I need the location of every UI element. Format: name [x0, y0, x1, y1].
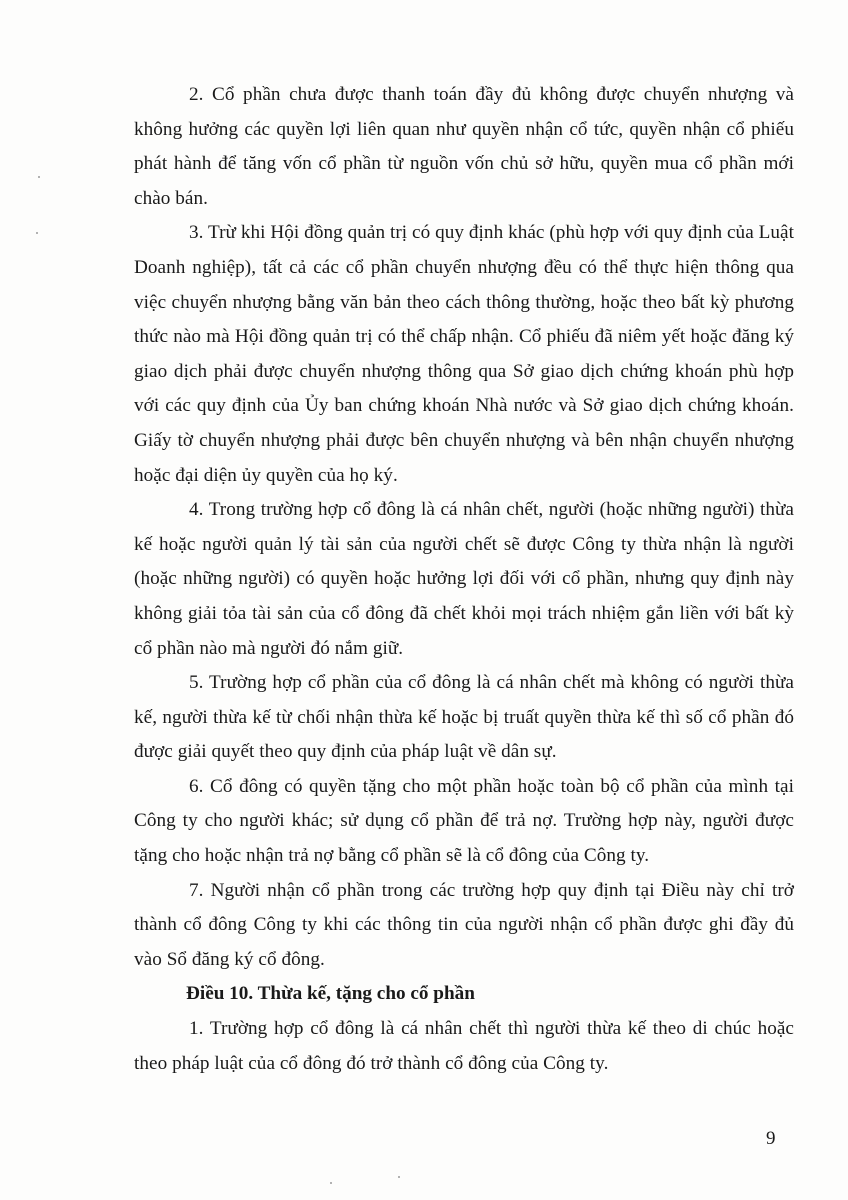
clause-7: 7. Người nhận cổ phần trong các trường hợp quy định tại Điều này chỉ trở thành cổ đông Công ty khi các thông tin của người nhận cổ phần được ghi đầy đủ vào Sổ đăng ký cổ đông.: [134, 879, 794, 970]
document-body: [134, 78, 794, 1081]
article-10-clause-1: 1. Trường hợp cổ đông là cá nhân chết thì người thừa kế theo di chúc hoặc theo pháp luật của cổ đông đó trở thành cổ đông của Công ty.: [134, 1018, 794, 1074]
clause-3: 3. Trừ khi Hội đồng quản trị có quy định khác (phù hợp với quy định của Luật Doanh nghiệp), tất cả các cổ phần chuyển nhượng đều có thể thực hiện thông qua việc chuyển nhượng bằng văn bản theo cách thông thường, hoặc theo bất kỳ phương thức nào mà Hội đồng quản trị có thể chấp nhận. Cổ phiếu đã niêm yết hoặc đăng ký giao dịch phải được chuyển nhượng thông qua Sở giao dịch chứng khoán phù hợp với các quy định của Ủy ban chứng khoán Nhà nước và Sở giao dịch chứng khoán. Giấy tờ chuyển nhượng phải được bên chuyển nhượng và bên nhận chuyển nhượng hoặc đại diện ủy quyền của họ ký.: [134, 222, 794, 486]
clause-2: 2. Cổ phần chưa được thanh toán đầy đủ không được chuyển nhượng và không hưởng các quyền lợi liên quan như quyền nhận cổ tức, quyền nhận cổ phiếu phát hành để tăng vốn cổ phần từ nguồn vốn chủ sở hữu, quyền mua cổ phần mới chào bán.: [134, 84, 794, 209]
scan-speck: [38, 176, 40, 178]
article-10-heading: Điều 10. Thừa kế, tặng cho cổ phần: [186, 983, 475, 1005]
scan-speck: [330, 1182, 332, 1184]
clause-6: 6. Cổ đông có quyền tặng cho một phần hoặc toàn bộ cổ phần của mình tại Công ty cho người khác; sử dụng cổ phần để trả nợ. Trường hợp này, người được tặng cho hoặc nhận trả nợ bằng cổ phần sẽ là cổ đông của Công ty.: [134, 775, 794, 867]
clause-5: 5. Trường hợp cổ phần của cổ đông là cá nhân chết mà không có người thừa kế, người thừa kế từ chối nhận thừa kế hoặc bị truất quyền thừa kế thì số cổ phần đó được giải quyết theo quy định của pháp luật về dân sự.: [134, 672, 794, 763]
scan-speck: [36, 232, 38, 234]
clause-4: 4. Trong trường hợp cổ đông là cá nhân chết, người (hoặc những người) thừa kế hoặc người quản lý tài sản của người chết sẽ được Công ty thừa nhận là người (hoặc những người) có quyền hoặc hưởng lợi đối với cổ phần, nhưng quy định này không giải tỏa tài sản của cổ đông đã chết khỏi mọi trách nhiệm gắn liền với bất kỳ cổ phần nào mà người đó nắm giữ.: [134, 499, 794, 659]
scan-speck: [398, 1176, 400, 1178]
page-number: 9: [766, 1128, 776, 1149]
